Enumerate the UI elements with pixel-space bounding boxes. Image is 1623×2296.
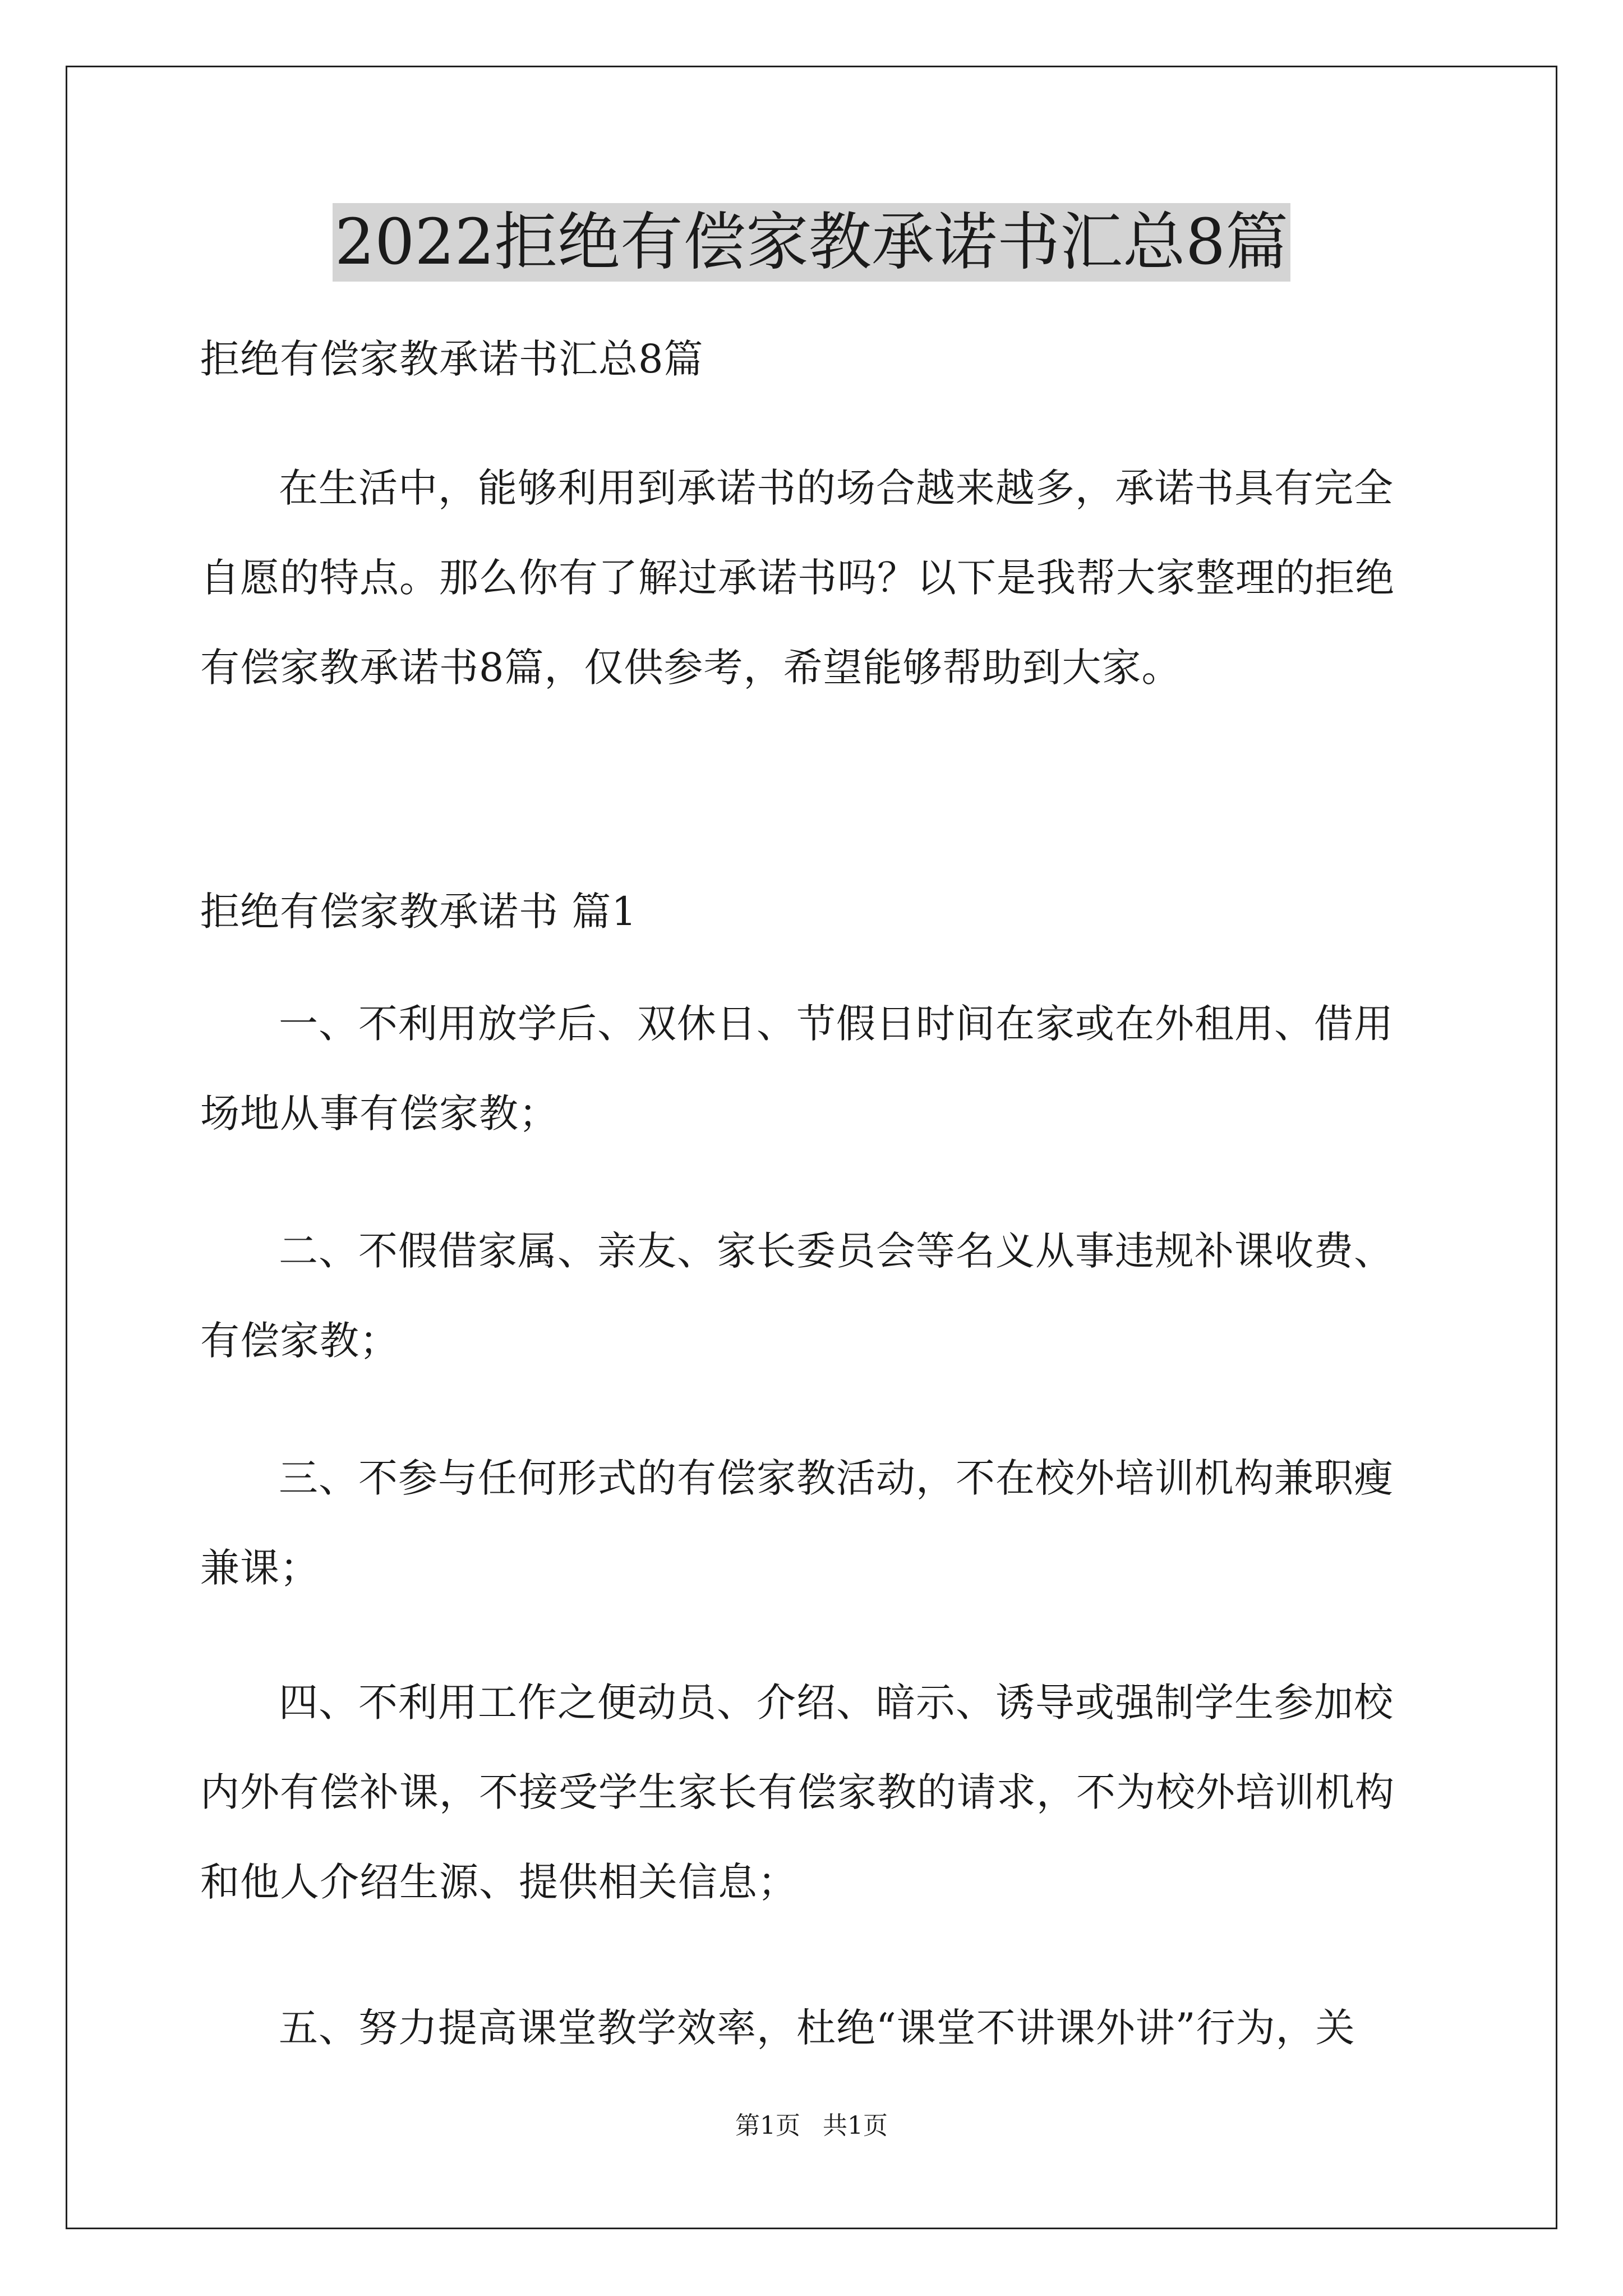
page-footer bbox=[0, 2109, 1623, 2143]
list-item: 三、不参与任何形式的有偿家教活动，不在校外培训机构兼职瘦兼课； bbox=[200, 1455, 1394, 1591]
document-title: 2022拒绝有偿家教承诺书汇总8篇 bbox=[333, 203, 1290, 282]
list-item: 五、努力提高课堂教学效率，杜绝“课堂不讲课外讲”行为，关 bbox=[279, 2005, 1355, 2051]
section-heading: 拒绝有偿家教承诺书 篇1 bbox=[200, 889, 637, 935]
page-number: 第1页 bbox=[735, 2111, 800, 2140]
list-item: 二、不假借家属、亲友、家长委员会等名义从事违规补课收费、有偿家教； bbox=[200, 1228, 1394, 1364]
title-container bbox=[0, 203, 1623, 282]
page-total: 共1页 bbox=[823, 2111, 888, 2140]
document-subtitle: 拒绝有偿家教承诺书汇总8篇 bbox=[200, 336, 704, 382]
intro-paragraph: 在生活中，能够利用到承诺书的场合越来越多，承诺书具有完全自愿的特点。那么你有了解过承诺书吗？以下是我帮大家整理的拒绝有偿家教承诺书8篇，仅供参考，希望能够帮助到大家。 bbox=[200, 465, 1395, 691]
list-item: 一、不利用放学后、双休日、节假日时间在家或在外租用、借用场地从事有偿家教； bbox=[200, 1001, 1394, 1137]
list-item: 四、不利用工作之便动员、介绍、暗示、诱导或强制学生参加校内外有偿补课，不接受学生家长有偿家教的请求，不为校外培训机构和他人介绍生源、提供相关信息； bbox=[200, 1680, 1395, 1905]
